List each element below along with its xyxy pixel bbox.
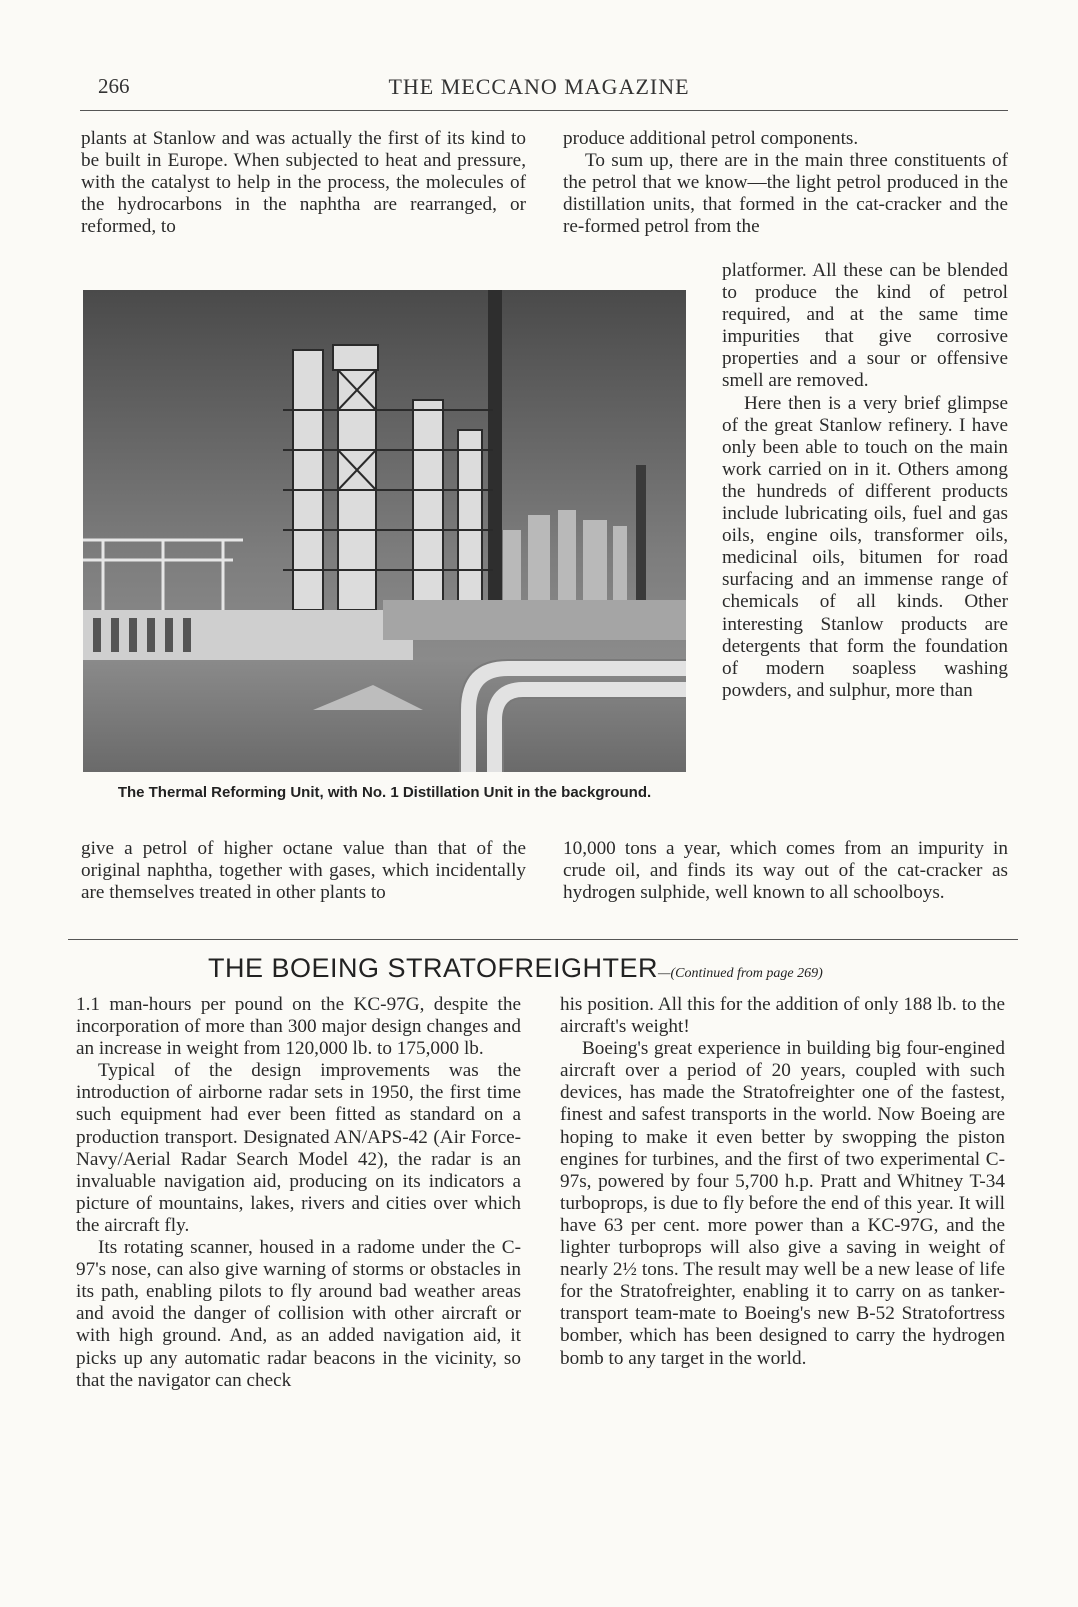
stanlow-paragraph: plants at Stanlow and was actually the first of its kind to be built in Europe. When subjected to heat and pressure, with the catalyst to help in the process, the molecules of the hydrocarbons in the naphtha are rearranged, or reformed, to — [81, 128, 526, 238]
boeing-paragraph: Typical of the design improvements was the introduction of airborne radar sets in 1950, the first time such equipment had ever been fitted as standard on a production transport. Designated AN/APS-42 (Air Force-Navy/Aerial Radar Search Model 42), the radar is an invaluable navigation aid, producing on its indicators a picture of mountains, lakes, rivers and cities over which the aircraft fly. — [76, 1060, 521, 1236]
boeing-paragraph: his position. All this for the addition of only 188 lb. to the aircraft's weight! — [560, 994, 1005, 1038]
boeing-paragraph: 1.1 man-hours per pound on the KC-97G, despite the incorporation of more than 300 major design changes and an increase in weight from 120,000 lb. to 175,000 lb. — [76, 994, 521, 1060]
stanlow-paragraph: platformer. All these can be blended to produce the kind of petrol required, and at the same time impurities that give corrosive properties and a sour or offensive smell are removed. — [722, 260, 1008, 392]
stanlow-right-bottom — [563, 838, 1008, 904]
header-rule — [80, 110, 1008, 111]
stanlow-paragraph: give a petrol of higher octane value than that of the original naphtha, together with gases, which incidentally are themselves treated in other plants to — [81, 838, 526, 904]
page-number: 266 — [98, 74, 130, 98]
stanlow-paragraph: produce additional petrol components. — [563, 128, 859, 149]
photo-caption: The Thermal Reforming Unit, with No. 1 Distillation Unit in the background. — [117, 784, 652, 801]
boeing-article-title — [208, 953, 823, 984]
stanlow-right-narrow — [722, 260, 1008, 702]
section-rule — [68, 939, 1018, 940]
boeing-left-column — [76, 994, 521, 1392]
stanlow-left-top — [81, 128, 526, 238]
boeing-title-text: THE BOEING STRATOFREIGHTER — [208, 953, 659, 983]
boeing-right-column — [560, 994, 1005, 1370]
stanlow-paragraph: 10,000 tons a year, which comes from an impurity in crude oil, and finds its way out of the cat-cracker as hydrogen sulphide, well known to all schoolboys. — [563, 838, 1008, 904]
stanlow-left-bottom — [81, 838, 526, 904]
stanlow-paragraph: To sum up, there are in the main three constituents of the petrol that we know—the light petrol produced in the distillation units, that formed in the cat-cracker and the re-formed petrol from the — [563, 150, 1008, 238]
stanlow-paragraph: Here then is a very brief glimpse of the great Stanlow refinery. I have only been able to touch on the main work carried on in it. Others among the hundreds of different products include lubricating oils, fuel and gas oils, engine oils, transformer oils, medicinal oils, bitumen for road surfacing and an immense range of chemicals of all kinds. Other interesting Stanlow products are detergents that form the foundation of modern soapless washing powders, and sulphur, more than — [722, 392, 1008, 701]
running-head: THE MECCANO MAGAZINE — [388, 74, 690, 99]
refinery-photo — [83, 290, 686, 772]
stanlow-right-top — [563, 128, 1008, 238]
boeing-paragraph: Boeing's great experience in building big four-engined aircraft over a period of 20 years, coupled with such devices, has made the Stratofreighter one of the fastest, finest and safest transports in the world. Now Boeing are hoping to make it even better by swopping the piston engines for turbines, and the first of two experimental C-97s, powered by four 5,700 h.p. Pratt and Whitney T-34 turboprops, is due to fly before the end of this year. It will have 63 per cent. more power than a KC-97G, and the lighter turboprops will also give a saving in weight of nearly 2½ tons. The result may well be a new lease of life for the Stratofreighter, enabling it to carry on as tanker-transport team-mate to Boeing's new B-52 Stratofortress bomber, which has been designed to carry the hydrogen bomb to any target in the world. — [560, 1038, 1005, 1369]
boeing-paragraph: Its rotating scanner, housed in a radome under the C-97's nose, can also give warning of storms or obstacles in its path, enabling pilots to fly around bad weather areas and avoid the danger of collision with other aircraft or with high ground. And, as an added navigation aid, it picks up any automatic radar beacons in the vicinity, so that the navigator can check — [76, 1237, 521, 1391]
continued-note: —(Continued from page 269) — [658, 966, 823, 981]
